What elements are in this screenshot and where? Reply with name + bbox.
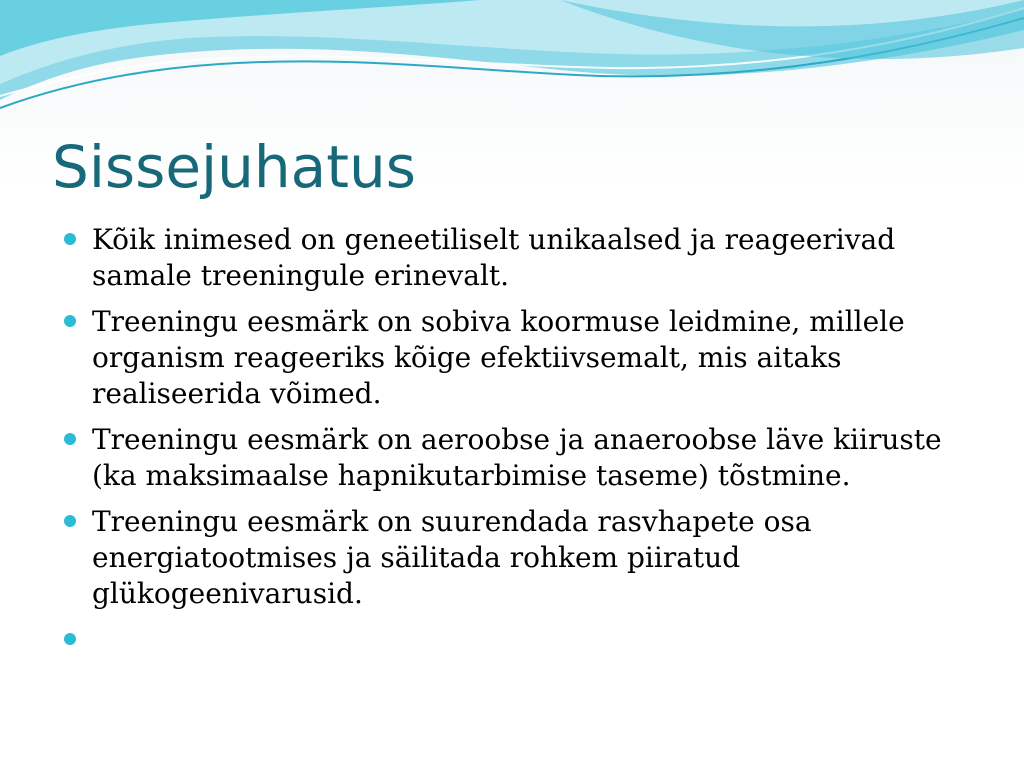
bullet-item xyxy=(64,504,984,612)
bullet-text: Treeningu eesmärk on suurendada rasvhapete osa energiatootmises ja säilitada rohkem piiratud glükogeenivarusid. xyxy=(92,505,812,610)
bullet-dot-icon xyxy=(64,233,76,245)
bullet-text: Treeningu eesmärk on sobiva koormuse leidmine, millele organism reageeriks kõige efektiivsemalt, mis aitaks realiseerida võimed. xyxy=(92,305,905,410)
bullet-text: Kõik inimesed on geneetiliselt unikaalsed ja reageerivad samale treeningule erinevalt. xyxy=(92,223,896,292)
bullet-list xyxy=(64,222,984,668)
bullet-dot-icon xyxy=(64,633,76,645)
header-wave-decoration xyxy=(0,0,1024,130)
bullet-dot-icon xyxy=(64,433,76,445)
bullet-item xyxy=(64,222,984,294)
bullet-item xyxy=(64,422,984,494)
bullet-text: Treeningu eesmärk on aeroobse ja anaeroobse läve kiiruste (ka maksimaalse hapnikutarbimise taseme) tõstmine. xyxy=(92,423,942,492)
bullet-item-empty xyxy=(64,622,984,658)
slide-title: Sissejuhatus xyxy=(52,133,416,201)
bullet-item xyxy=(64,304,984,412)
bullet-text xyxy=(92,622,984,658)
bullet-dot-icon xyxy=(64,315,76,327)
bullet-dot-icon xyxy=(64,515,76,527)
